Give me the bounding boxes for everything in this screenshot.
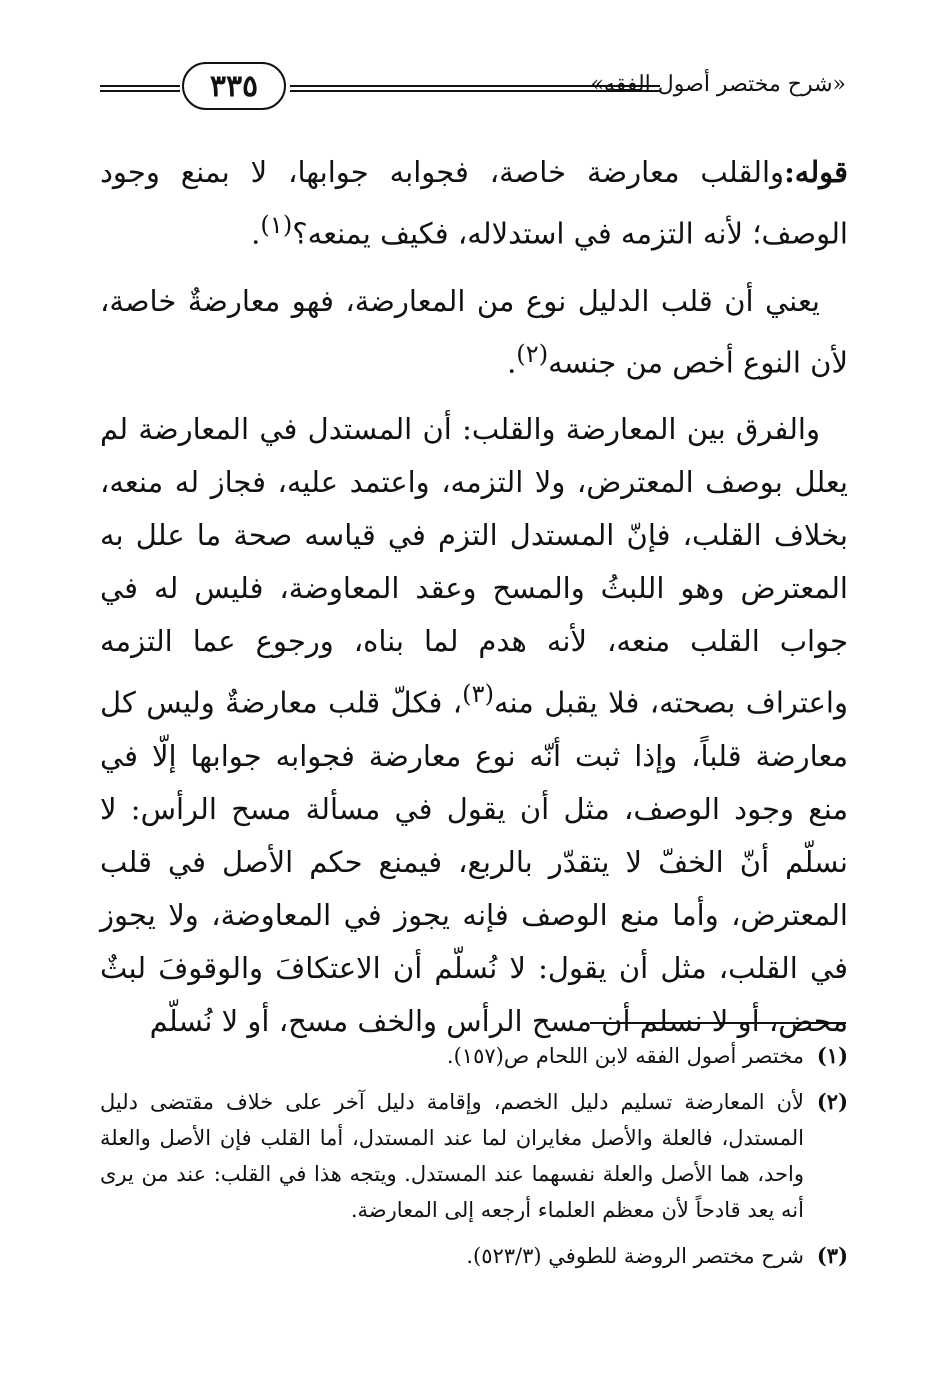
paragraph-2-end: . (507, 345, 517, 380)
page-number: ٣٣٥ (182, 62, 286, 110)
paragraph-3 (100, 403, 848, 1048)
footnote-2 (100, 1084, 848, 1228)
footnote-3 (100, 1238, 848, 1274)
paragraph-2 (100, 275, 848, 390)
footnote-ref-2[interactable]: (٢) (516, 339, 549, 368)
paragraph-3-text-b: ، فكلّ قلب معارضةٌ وليس كل معارضة قلباً، وإذا ثبت أنّه نوع معارضة فجوابه جوابها إلّا في منع وجود الوصف، مثل أن يقول في مسألة مسح الرأس: لا نسلّم أنّ الخفّ لا يتقدّر بالربع، فيمنع حكم الأصل في قلب المعترض، وأما منع الوصف فإنه يجوز في المعاوضة، ولا يجوز في القلب، مثل أن يقول: لا نُسلّم أن الاعتكافَ والوقوفَ لبثٌ محض، أو لا نسلم أن مسح الرأس والخف مسح، أو لا نُسلّم (100, 685, 848, 1038)
paragraph-1-text: والقلب معارضة خاصة، فجوابه جوابها، لا بمنع وجود الوصف؛ لأنه التزمه في استدلاله، فكيف يمنعه؟ (100, 155, 848, 251)
paragraph-1-end: . (251, 216, 261, 251)
book-title: «شرح مختصر أصول الفقه» (590, 72, 846, 97)
header-rule-left (100, 85, 180, 92)
paragraph-3-text-a: والفرق بين المعارضة والقلب: أن المستدل في المعارضة لم يعلل بوصف المعترض، ولا التزمه، واعتمد عليه، فجاز له منعه، بخلاف القلب، فإنّ المستدل التزم في قياسه صحة ما علل به المعترض وهو اللبثُ والمسح وعقد المعاوضة، فليس له في جواب القلب منعه، لأنه هدم لما بناه، ورجوع عما التزمه واعتراف بصحته، فلا يقبل منه (100, 412, 848, 720)
main-text (100, 146, 848, 1048)
footnote-1-text: مختصر أصول الفقه لابن اللحام ص(١٥٧). (446, 1044, 804, 1068)
footnote-separator (590, 1022, 846, 1024)
running-header (100, 58, 846, 114)
paragraph-2-text: يعني أن قلب الدليل نوع من المعارضة، فهو معارضةٌ خاصة، لأن النوع أخص من جنسه (100, 283, 848, 380)
footnote-3-number: (٣) (816, 1243, 848, 1268)
footnote-1 (100, 1038, 848, 1074)
footnote-2-number: (٢) (816, 1089, 848, 1114)
footnote-1-number: (١) (816, 1043, 848, 1068)
footnotes (100, 1038, 848, 1284)
footnote-3-text: شرح مختصر الروضة للطوفي (٥٢٣/٣). (466, 1244, 804, 1268)
paragraph-1 (100, 146, 848, 261)
footnote-2-text: لأن المعارضة تسليم دليل الخصم، وإقامة دليل آخر على خلاف مقتضى دليل المستدل، فالعلة والأصل مغايران لما عند المستدل، أما القلب فإن الأصل والعلة واحد، هما الأصل والعلة نفسهما عند المستدل. ويتجه هذا في القلب: عند من يرى أنه يعد قادحاً لأن معظم العلماء أرجعه إلى المعارضة. (100, 1090, 804, 1222)
paragraph-1-lead: قوله: (784, 155, 848, 189)
footnote-ref-1[interactable]: (١) (260, 211, 293, 239)
footnote-ref-3[interactable]: (٣) (462, 680, 494, 709)
